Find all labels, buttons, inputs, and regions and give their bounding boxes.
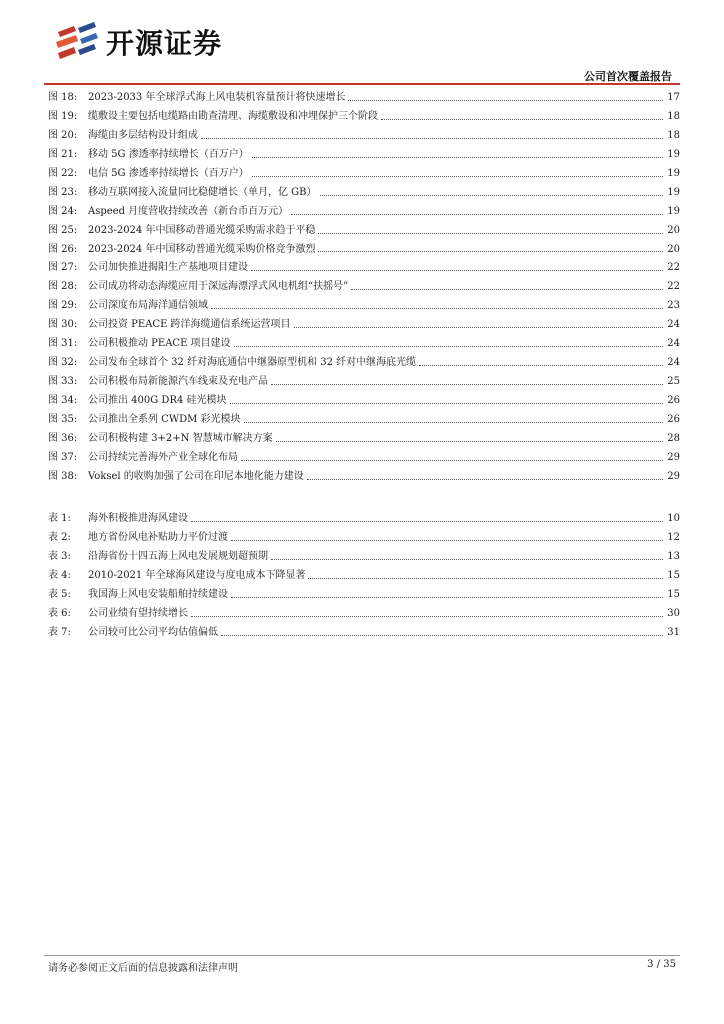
entry-page-number: 23 [667,300,680,312]
entry-page-number: 15 [667,588,680,600]
dot-leader [251,270,663,271]
entry-title: 公司推出 400G DR4 硅光模块 [88,395,227,406]
table-entry[interactable] [48,567,680,586]
entry-title: 公司成功将动态海缆应用于深远海漂浮式风电机组“扶摇号” [88,281,349,293]
table-list [48,510,680,643]
entry-page-number: 19 [667,148,680,160]
entry-page-number: 15 [667,569,680,581]
entry-label: 表 5: [48,588,71,600]
entry-label: 图 21: [48,148,78,160]
entry-page-number: 20 [667,243,680,255]
entry-label: 图 24: [48,205,78,217]
entry-page-number: 31 [667,626,680,638]
figure-entry[interactable] [48,335,680,354]
dot-leader [351,289,663,290]
entry-label: 图 36: [48,432,78,444]
dot-leader [307,479,663,480]
report-type-label: 公司首次覆盖报告 [584,70,672,83]
dot-leader [271,559,663,560]
entry-title: Voksel 的收购加强了公司在印尼本地化能力建设 [88,470,304,482]
dot-leader [231,540,663,541]
figure-entry[interactable] [48,222,680,241]
entry-page-number: 13 [667,550,680,562]
entry-label: 表 6: [48,607,71,619]
dot-leader [230,403,663,404]
table-entry[interactable] [48,624,680,643]
footer-divider [44,955,680,956]
page-number: 3 / 35 [647,959,676,970]
entry-title: 2010-2021 年全球海风建设与度电成本下降显著 [88,569,306,581]
figure-entry[interactable] [48,354,680,373]
entry-label: 图 19: [48,110,78,122]
entry-label: 表 1: [48,513,71,524]
figure-entry[interactable] [48,316,680,335]
figure-entry[interactable] [48,430,680,449]
entry-page-number: 26 [667,395,680,406]
entry-title: 移动 5G 渗透率持续增长（百万户） [88,148,249,160]
entry-title: Aspeed 月度营收持续改善（新台币百万元） [88,205,289,217]
entry-title: 电信 5G 渗透率持续增长（百万户） [88,167,249,179]
dot-leader [318,251,663,252]
entry-title: 我国海上风电安装船舶持续建设 [88,588,228,600]
dot-leader [201,138,663,139]
figure-entry[interactable] [48,278,680,297]
entry-page-number: 29 [667,451,680,463]
dot-leader [241,460,663,461]
entry-page-number: 24 [667,357,680,369]
entry-label: 图 38: [48,470,78,482]
entry-page-number: 18 [667,129,680,141]
entry-page-number: 29 [667,470,680,482]
entry-label: 图 33: [48,376,78,388]
figure-entry[interactable] [48,241,680,260]
table-entry[interactable] [48,586,680,605]
figure-entry[interactable] [48,297,680,316]
entry-page-number: 19 [667,186,680,198]
entry-title: 2023-2033 年全球浮式海上风电装机容量预计将快速增长 [88,92,346,103]
brand-name: 开源证券 [106,27,223,60]
entry-page-number: 22 [667,262,680,274]
dot-leader [419,365,663,366]
entry-label: 图 23: [48,186,78,198]
figure-entry[interactable] [48,468,680,487]
page-header [44,18,680,82]
header-divider [44,83,680,85]
table-entry[interactable] [48,548,680,567]
entry-title: 公司深度布局海洋通信领域 [88,300,208,312]
entry-title: 移动互联网接入流量同比稳健增长（单月，亿 GB） [88,186,317,198]
figure-entry[interactable] [48,89,680,108]
entry-title: 2023-2024 年中国移动普通光缆采购价格竞争激烈 [88,243,316,255]
dot-leader [291,214,663,215]
figure-list [48,89,680,487]
dot-leader [320,195,663,196]
entry-page-number: 19 [667,205,680,217]
entry-label: 图 30: [48,319,78,331]
entry-title: 缆敷设主要包括电缆路由勘查清理、海缆敷设和冲埋保护三个阶段 [88,110,378,122]
entry-page-number: 20 [667,224,680,236]
entry-page-number: 19 [667,167,680,179]
entry-title: 2023-2024 年中国移动普通光缆采购需求趋于平稳 [88,224,316,236]
entry-title: 公司投资 PEACE 跨洋海缆通信系统运营项目 [88,319,291,331]
entry-title: 地方省份风电补贴助力平价过渡 [88,531,228,543]
entry-page-number: 22 [667,281,680,293]
entry-page-number: 25 [667,376,680,388]
entry-title: 公司积极构建 3+2+N 智慧城市解决方案 [88,432,273,444]
dot-leader [271,384,663,385]
entry-label: 图 32: [48,357,78,369]
entry-label: 表 3: [48,550,71,562]
entry-title: 公司持续完善海外产业全球化布局 [88,451,238,463]
entry-page-number: 18 [667,110,680,122]
dot-leader [244,422,663,423]
entry-label: 图 29: [48,300,78,312]
entry-title: 公司加快推进揭阳生产基地项目建设 [88,262,248,274]
figure-entry[interactable] [48,392,680,411]
dot-leader [348,100,663,101]
dot-leader [231,597,663,598]
dot-leader [252,176,663,177]
entry-title: 公司较可比公司平均估值偏低 [88,626,218,638]
figure-entry[interactable] [48,259,680,278]
entry-label: 图 35: [48,413,78,425]
table-entry[interactable] [48,529,680,548]
entry-label: 图 25: [48,224,78,236]
entry-page-number: 30 [667,607,680,619]
entry-label: 表 4: [48,569,71,581]
entry-label: 图 37: [48,451,78,463]
entry-title: 公司积极布局新能源汽车线束及充电产品 [88,376,268,388]
figure-entry[interactable] [48,203,680,222]
dot-leader [211,308,663,309]
entry-label: 图 28: [48,281,78,293]
entry-label: 图 34: [48,395,78,406]
entry-page-number: 26 [667,413,680,425]
dot-leader [191,521,663,522]
entry-title: 海缆由多层结构设计组成 [88,129,198,141]
entry-page-number: 24 [667,338,680,350]
entry-title: 公司推出全系列 CWDM 彩光模块 [88,413,241,425]
entry-page-number: 24 [667,319,680,331]
entry-label: 图 31: [48,338,78,350]
entry-label: 图 20: [48,129,78,141]
dot-leader [252,157,663,158]
entry-label: 表 2: [48,531,71,543]
entry-label: 图 27: [48,262,78,274]
figure-entry[interactable] [48,449,680,468]
kaiyuan-logo-icon [54,22,98,62]
dot-leader [318,233,663,234]
entry-label: 图 26: [48,243,78,255]
entry-title: 沿海省份十四五海上风电发展规划超预期 [88,550,268,562]
entry-page-number: 28 [667,432,680,444]
entry-title: 公司业绩有望持续增长 [88,607,188,619]
entry-page-number: 12 [667,531,680,543]
figure-entry[interactable] [48,373,680,392]
figure-entry[interactable] [48,108,680,127]
dot-leader [381,119,663,120]
dot-leader [234,346,663,347]
footer-disclaimer: 请务必参阅正文后面的信息披露和法律声明 [48,963,238,974]
dot-leader [294,327,663,328]
entry-title: 公司积极推动 PEACE 项目建设 [88,338,231,350]
figure-entry[interactable] [48,146,680,165]
table-entry[interactable] [48,510,680,529]
dot-leader [308,578,663,579]
entry-page-number: 17 [667,92,680,103]
entry-page-number: 10 [667,513,680,524]
figure-entry[interactable] [48,411,680,430]
figure-entry[interactable] [48,165,680,184]
dot-leader [191,616,663,617]
entry-label: 图 22: [48,167,78,179]
dot-leader [221,635,663,636]
figure-entry[interactable] [48,184,680,203]
entry-label: 表 7: [48,626,71,638]
entry-label: 图 18: [48,92,78,103]
figure-entry[interactable] [48,127,680,146]
entry-title: 公司发布全球首个 32 纤对海底通信中继器原型机和 32 纤对中继海底光缆 [88,357,417,369]
brand-logo [54,22,222,62]
entry-title: 海外积极推进海风建设 [88,513,188,524]
table-entry[interactable] [48,605,680,624]
dot-leader [276,441,663,442]
